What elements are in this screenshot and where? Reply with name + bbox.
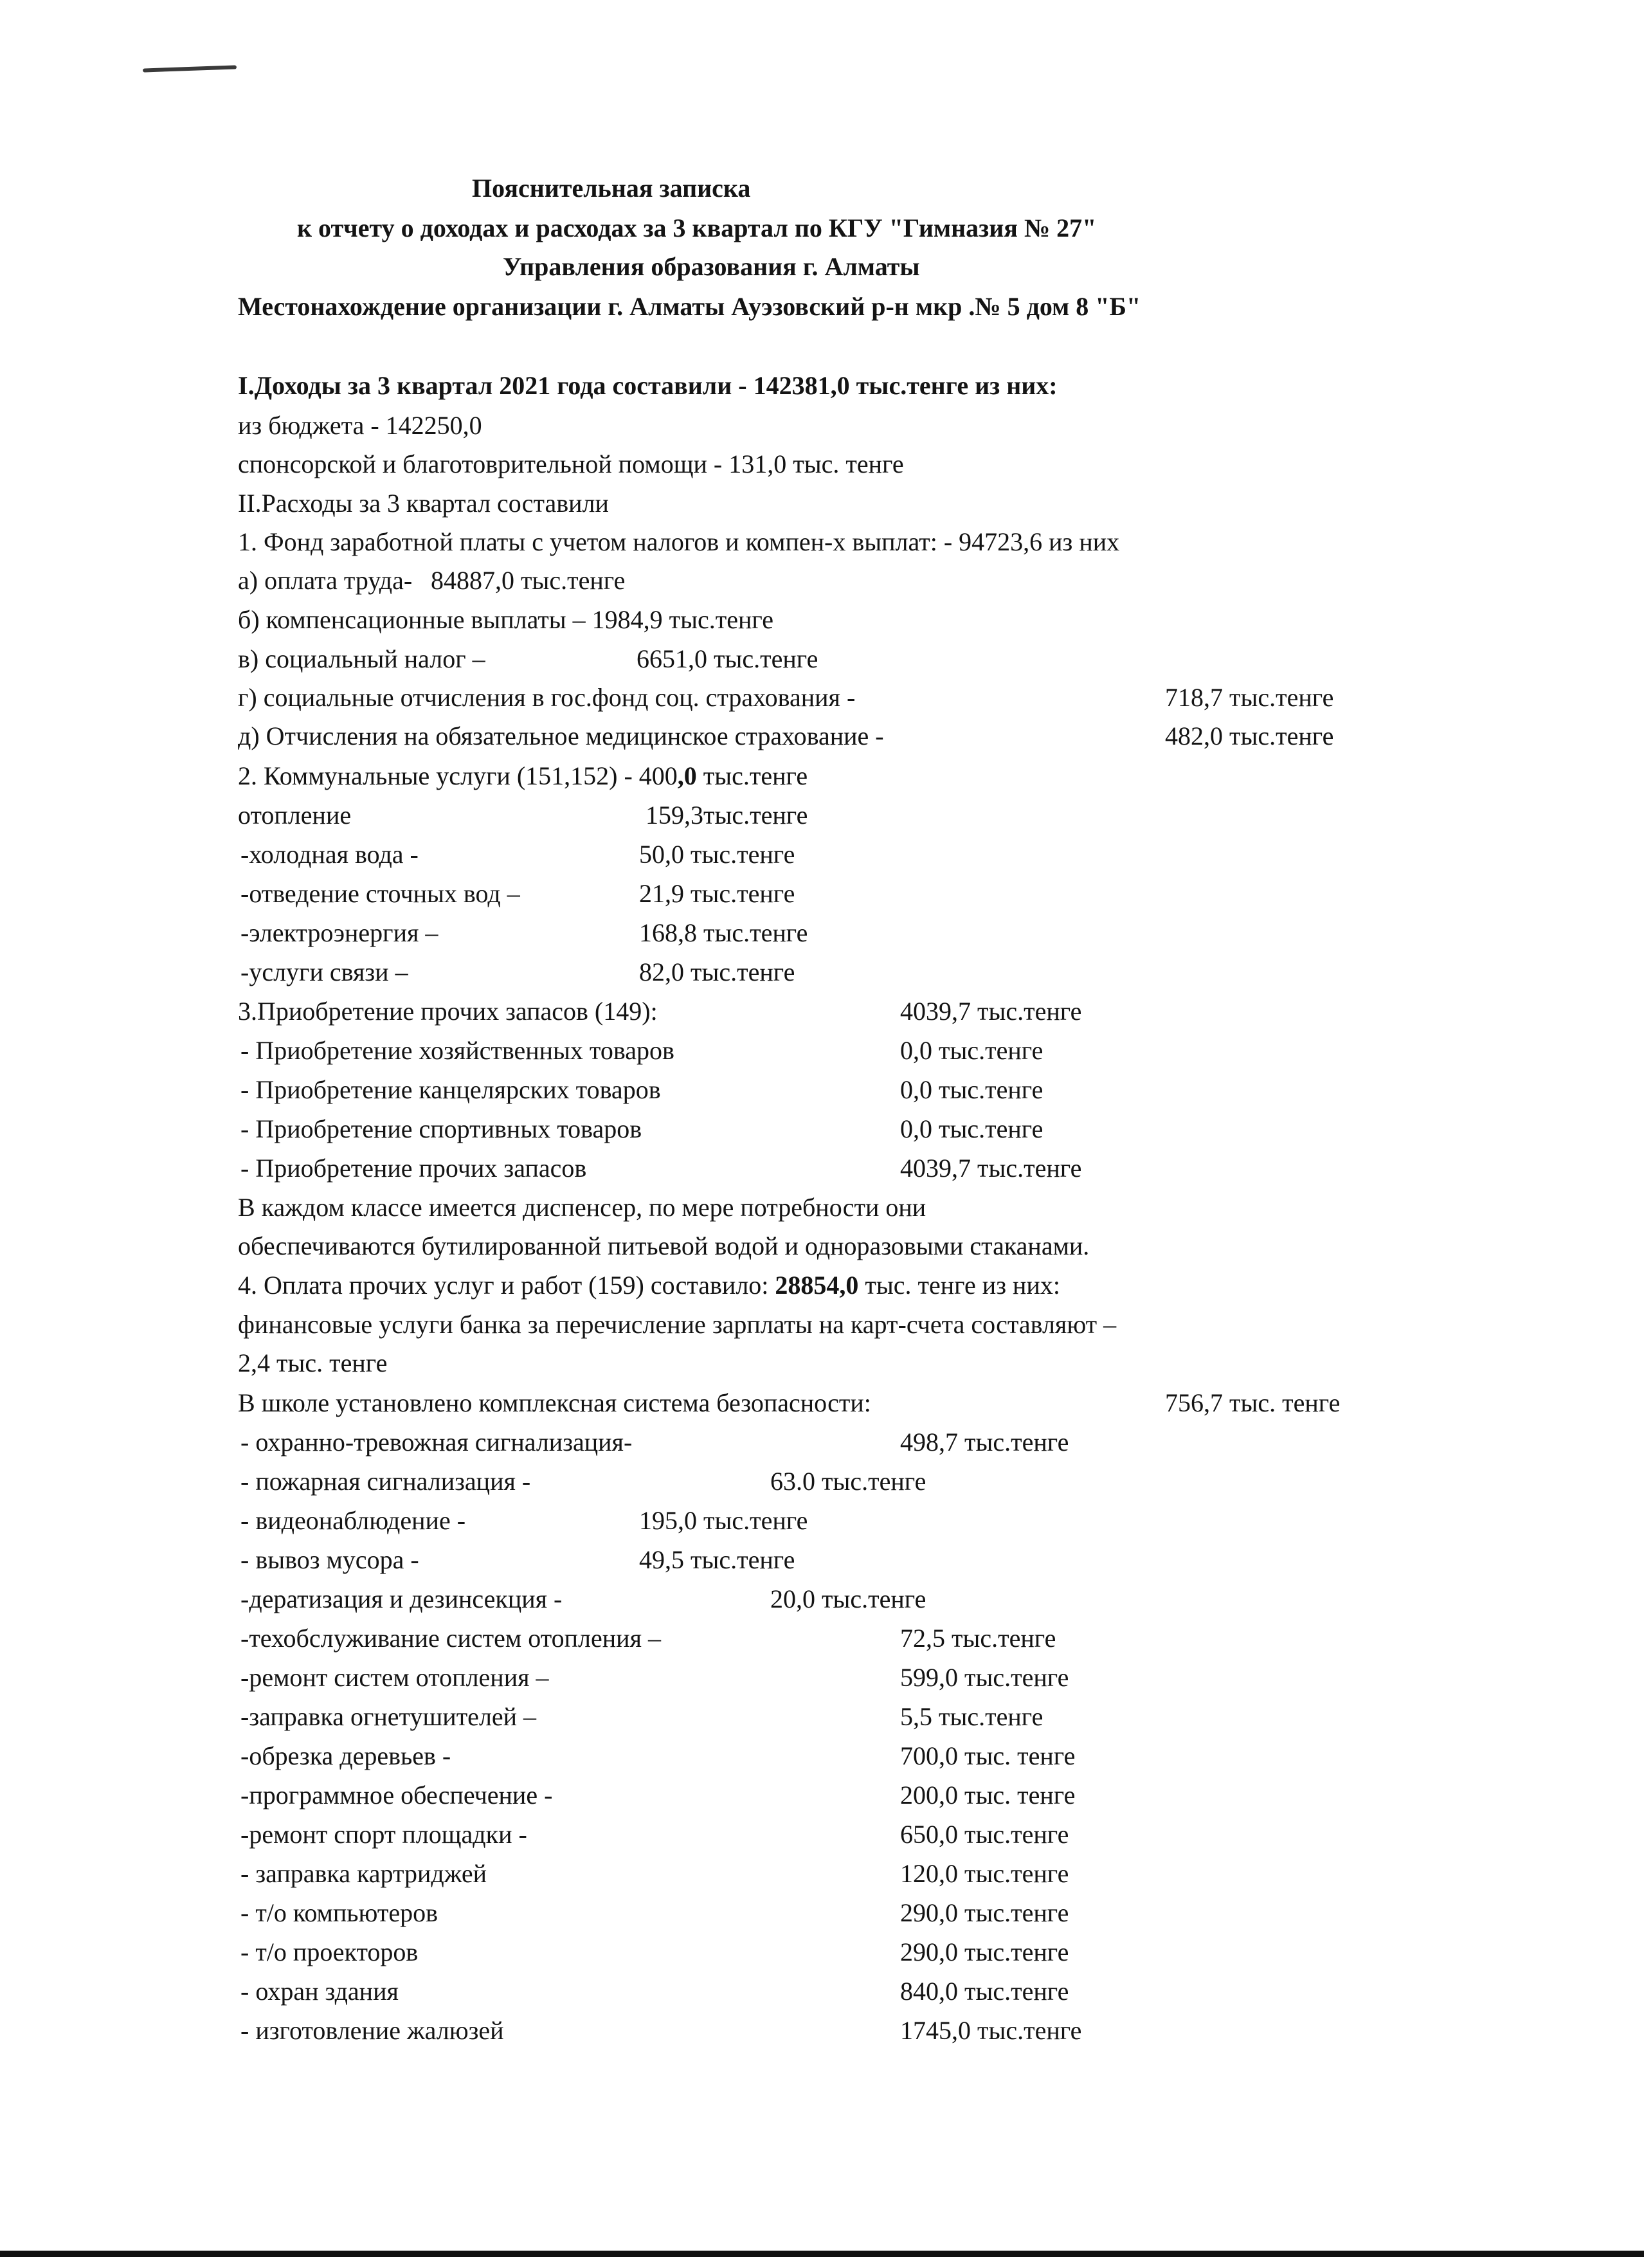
supplies-note-continued: обеспечиваются бутилированной питьевой водой и одноразовыми стаканами. — [238, 1231, 1090, 1260]
service-value: 840,0 тыс.тенге — [900, 1977, 1069, 2006]
security-system-label: В школе установлено комплексная система безопасности: — [238, 1388, 871, 1417]
payroll-e-label: д) Отчисления на обязательное медицинское страхование - — [238, 721, 884, 750]
services-title-unit: тыс. тенге из них: — [858, 1271, 1060, 1300]
service-value: 20,0 тыс.тенге — [770, 1584, 926, 1613]
service-label: -техобслуживание систем отопления – — [240, 1624, 661, 1653]
utility-value: 50,0 тыс.тенге — [639, 840, 795, 869]
document-location: Местонахождение организации г. Алматы Ауэзовский р-н мкр .№ 5 дом 8 "Б" — [238, 292, 1141, 321]
document-organization: Управления образования г. Алматы — [503, 252, 920, 281]
service-value: 599,0 тыс.тенге — [900, 1663, 1069, 1692]
service-value: 200,0 тыс. тенге — [900, 1781, 1076, 1810]
supply-value: 0,0 тыс.тенге — [900, 1036, 1043, 1065]
supply-value: 0,0 тыс.тенге — [900, 1075, 1043, 1104]
bank-fees-amount: 2,4 тыс. тенге — [238, 1348, 388, 1377]
payroll-b: б) компенсационные выплаты – 1984,9 тыс.тенге — [238, 605, 774, 634]
document-subtitle: к отчету о доходах и расходах за 3 квартал по КГУ "Гимназия № 27" — [297, 213, 1097, 242]
income-sponsor: спонсорской и благотоврительной помощи - 131,0 тыс. тенге — [238, 449, 904, 478]
supply-value: 4039,7 тыс.тенге — [900, 1154, 1082, 1183]
service-value: 49,5 тыс.тенге — [639, 1545, 795, 1574]
income-heading: I.Доходы за 3 квартал 2021 года составили - 142381,0 тыс.тенге из них: — [238, 371, 1058, 400]
payroll-a-label: а) оплата труда- — [238, 566, 413, 595]
supplies-note: В каждом классе имеется диспенсер, по мере потребности они — [238, 1193, 926, 1222]
service-value: 290,0 тыс.тенге — [900, 1937, 1069, 1966]
service-value: 5,5 тыс.тенге — [900, 1702, 1043, 1731]
supply-label: - Приобретение хозяйственных товаров — [240, 1036, 674, 1065]
utilities-title-main: 2. Коммунальные услуги (151,152) - 400 — [238, 761, 678, 790]
scan-artifact-mark — [143, 65, 237, 72]
services-title-main: 4. Оплата прочих услуг и работ (159) составило: — [238, 1271, 775, 1300]
service-label: - т/о компьютеров — [240, 1898, 438, 1927]
utilities-title-bold: ,0 — [677, 761, 697, 790]
document-title: Пояснительная записка — [472, 174, 751, 203]
supplies-title-label: 3.Приобретение прочих запасов (149): — [238, 997, 658, 1026]
service-label: -ремонт систем отопления – — [240, 1663, 549, 1692]
utility-value: 159,3тыс.тенге — [646, 801, 808, 830]
service-label: -дератизация и дезинсекция - — [240, 1584, 563, 1613]
service-label: - видеонаблюдение - — [240, 1506, 466, 1535]
payroll-a-value: 84887,0 тыс.тенге — [431, 566, 626, 595]
bank-fees-text: финансовые услуги банка за перечисление зарплаты на карт-счета составляют – — [238, 1310, 1117, 1339]
services-title — [238, 1269, 1060, 1302]
utilities-title-unit: тыс.тенге — [696, 761, 808, 790]
utility-label: отопление — [238, 801, 352, 830]
payroll-title: 1. Фонд заработной платы с учетом налогов и компен-х выплат: - 94723,6 из них — [238, 527, 1120, 556]
service-value: 195,0 тыс.тенге — [639, 1506, 808, 1535]
supply-label: - Приобретение спортивных товаров — [240, 1114, 642, 1143]
service-value: 498,7 тыс.тенге — [900, 1428, 1069, 1456]
service-value: 72,5 тыс.тенге — [900, 1624, 1056, 1653]
service-label: - т/о проекторов — [240, 1937, 419, 1966]
service-label: - изготовление жалюзей — [240, 2016, 504, 2045]
payroll-c-value: 6651,0 тыс.тенге — [637, 644, 818, 673]
utilities-title — [238, 760, 808, 792]
service-value: 290,0 тыс.тенге — [900, 1898, 1069, 1927]
service-value: 1745,0 тыс.тенге — [900, 2016, 1082, 2045]
utility-label: -электроэнергия – — [240, 918, 438, 947]
service-value: 120,0 тыс.тенге — [900, 1859, 1069, 1888]
supply-label: - Приобретение канцелярских товаров — [240, 1075, 661, 1104]
service-label: - охран здания — [240, 1977, 399, 2006]
service-label: -ремонт спорт площадки - — [240, 1820, 527, 1849]
utility-label: -холодная вода - — [240, 840, 419, 869]
utility-value: 168,8 тыс.тенге — [639, 918, 808, 947]
services-title-total: 28854,0 — [775, 1271, 859, 1300]
expenses-heading: II.Расходы за 3 квартал составили — [238, 489, 609, 518]
payroll-d-value: 718,7 тыс.тенге — [1165, 683, 1334, 712]
service-label: -программное обеспечение - — [240, 1781, 553, 1810]
utility-value: 21,9 тыс.тенге — [639, 879, 795, 908]
payroll-c-label: в) социальный налог – — [238, 644, 485, 673]
utility-value: 82,0 тыс.тенге — [639, 957, 795, 986]
service-label: - пожарная сигнализация - — [240, 1467, 531, 1496]
service-label: - вывоз мусора - — [240, 1545, 419, 1574]
service-label: - заправка картриджей — [240, 1859, 487, 1888]
payroll-d-label: г) социальные отчисления в гос.фонд соц. страхования - — [238, 683, 856, 712]
utility-label: -отведение сточных вод – — [240, 879, 520, 908]
service-value: 700,0 тыс. тенге — [900, 1741, 1076, 1770]
service-label: - охранно-тревожная сигнализация- — [240, 1428, 633, 1456]
service-value: 63.0 тыс.тенге — [770, 1467, 926, 1496]
utility-label: -услуги связи – — [240, 957, 408, 986]
service-value: 650,0 тыс.тенге — [900, 1820, 1069, 1849]
service-label: -обрезка деревьев - — [240, 1741, 451, 1770]
service-label: -заправка огнетушителей – — [240, 1702, 537, 1731]
scan-bottom-edge — [0, 2251, 1644, 2257]
security-system-value: 756,7 тыс. тенге — [1165, 1388, 1341, 1417]
supplies-title-value: 4039,7 тыс.тенге — [900, 997, 1082, 1026]
payroll-e-value: 482,0 тыс.тенге — [1165, 721, 1334, 750]
supply-label: - Приобретение прочих запасов — [240, 1154, 587, 1183]
supply-value: 0,0 тыс.тенге — [900, 1114, 1043, 1143]
income-budget: из бюджета - 142250,0 — [238, 411, 482, 440]
